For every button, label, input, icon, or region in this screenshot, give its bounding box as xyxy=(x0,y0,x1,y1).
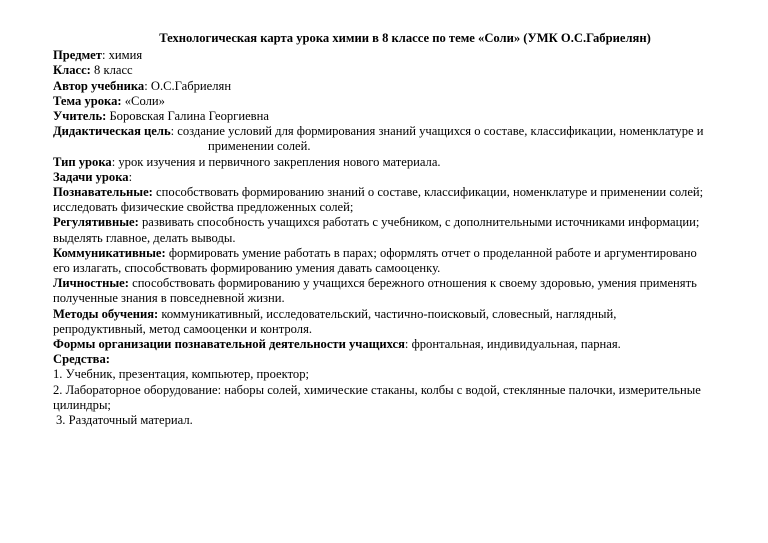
means-item-2: 2. Лабораторное оборудование: наборы солей, химические стаканы, колбы с водой, стеклянные палочки, измерительные xyxy=(53,382,701,397)
grade-label: Класс: xyxy=(53,63,91,78)
organization-forms-line xyxy=(53,337,721,352)
lesson-topic-value: «Соли» xyxy=(121,93,165,108)
teacher-label: Учитель: xyxy=(53,109,107,124)
personal-label: Личностные: xyxy=(53,276,129,291)
cognitive-line xyxy=(53,185,721,200)
lesson-type-label: Тип урока xyxy=(53,154,112,169)
subject-label: Предмет xyxy=(53,48,102,63)
cognitive-label: Познавательные: xyxy=(53,185,153,200)
lesson-topic-line xyxy=(53,94,721,109)
lesson-type-value: : урок изучения и первичного закрепления нового материала. xyxy=(111,154,441,169)
lesson-type-line xyxy=(53,155,721,170)
document-title: Технологическая карта урока химии в 8 классе по теме «Соли» (УМК О.С.Габриелян) xyxy=(159,31,651,45)
didactic-goal-line xyxy=(53,124,721,139)
grade-value: 8 класс xyxy=(90,63,133,78)
lesson-tasks-line xyxy=(53,170,721,185)
cognitive-value: способствовать формированию знаний о составе, классификации, номенклатуре и применении солей; xyxy=(152,185,704,200)
communicative-value: формировать умение работать в парах; оформлять отчет о проделанной работе и аргументировано xyxy=(165,245,697,260)
teacher-line xyxy=(53,109,721,124)
textbook-author-label: Автор учебника xyxy=(53,78,145,93)
regulatory-label: Регулятивные: xyxy=(53,215,139,230)
personal-line xyxy=(53,276,721,291)
lesson-tasks-value: : xyxy=(128,169,133,184)
personal-continuation: полученные знания в повседневной жизни. xyxy=(53,291,285,306)
didactic-goal-label: Дидактическая цель xyxy=(53,124,171,139)
textbook-author-line xyxy=(53,79,721,94)
regulatory-line xyxy=(53,215,721,230)
cognitive-continuation: исследовать физические свойства предложенных солей; xyxy=(53,200,354,215)
regulatory-continuation: выделять главное, делать выводы. xyxy=(53,230,236,245)
organization-forms-label: Формы организации познавательной деятельности учащихся xyxy=(53,337,405,352)
grade-line xyxy=(53,63,721,78)
teaching-methods-value: коммуникативный, исследовательский, частично-поисковый, словесный, наглядный, xyxy=(158,306,617,321)
means-item-2-continuation: цилиндры; xyxy=(53,397,111,412)
teaching-methods-line xyxy=(53,307,721,322)
teacher-value: Боровская Галина Георгиевна xyxy=(106,109,269,124)
communicative-label: Коммуникативные: xyxy=(53,245,166,260)
communicative-line xyxy=(53,246,721,261)
communicative-continuation: его излагать, способствовать формированию умения давать самооценку. xyxy=(53,261,441,276)
means-label: Средства: xyxy=(53,352,110,367)
regulatory-value: развивать способность учащихся работать с учебником, с дополнительными источниками информации; xyxy=(138,215,700,230)
subject-line xyxy=(53,48,721,63)
didactic-goal-value: : создание условий для формирования знаний учащихся о составе, классификации, номенклатуре и xyxy=(170,124,704,139)
means-item-3: 3. Раздаточный материал. xyxy=(56,413,193,428)
organization-forms-value: : фронтальная, индивидуальная, парная. xyxy=(404,337,621,352)
teaching-methods-label: Методы обучения: xyxy=(53,306,159,321)
subject-value: : химия xyxy=(101,48,143,63)
lesson-tasks-label: Задачи урока xyxy=(53,169,129,184)
textbook-author-value: : О.С.Габриелян xyxy=(144,78,232,93)
means-item-1: 1. Учебник, презентация, компьютер, проектор; xyxy=(53,367,310,382)
personal-value: способствовать формированию у учащихся бережного отношения к своему здоровью, умения применять xyxy=(128,276,697,291)
lesson-topic-label: Тема урока: xyxy=(53,93,122,108)
document-page xyxy=(53,31,721,428)
teaching-methods-continuation: репродуктивный, метод самооценки и контроля. xyxy=(53,321,313,336)
didactic-goal-continuation: применении солей. xyxy=(208,139,311,154)
